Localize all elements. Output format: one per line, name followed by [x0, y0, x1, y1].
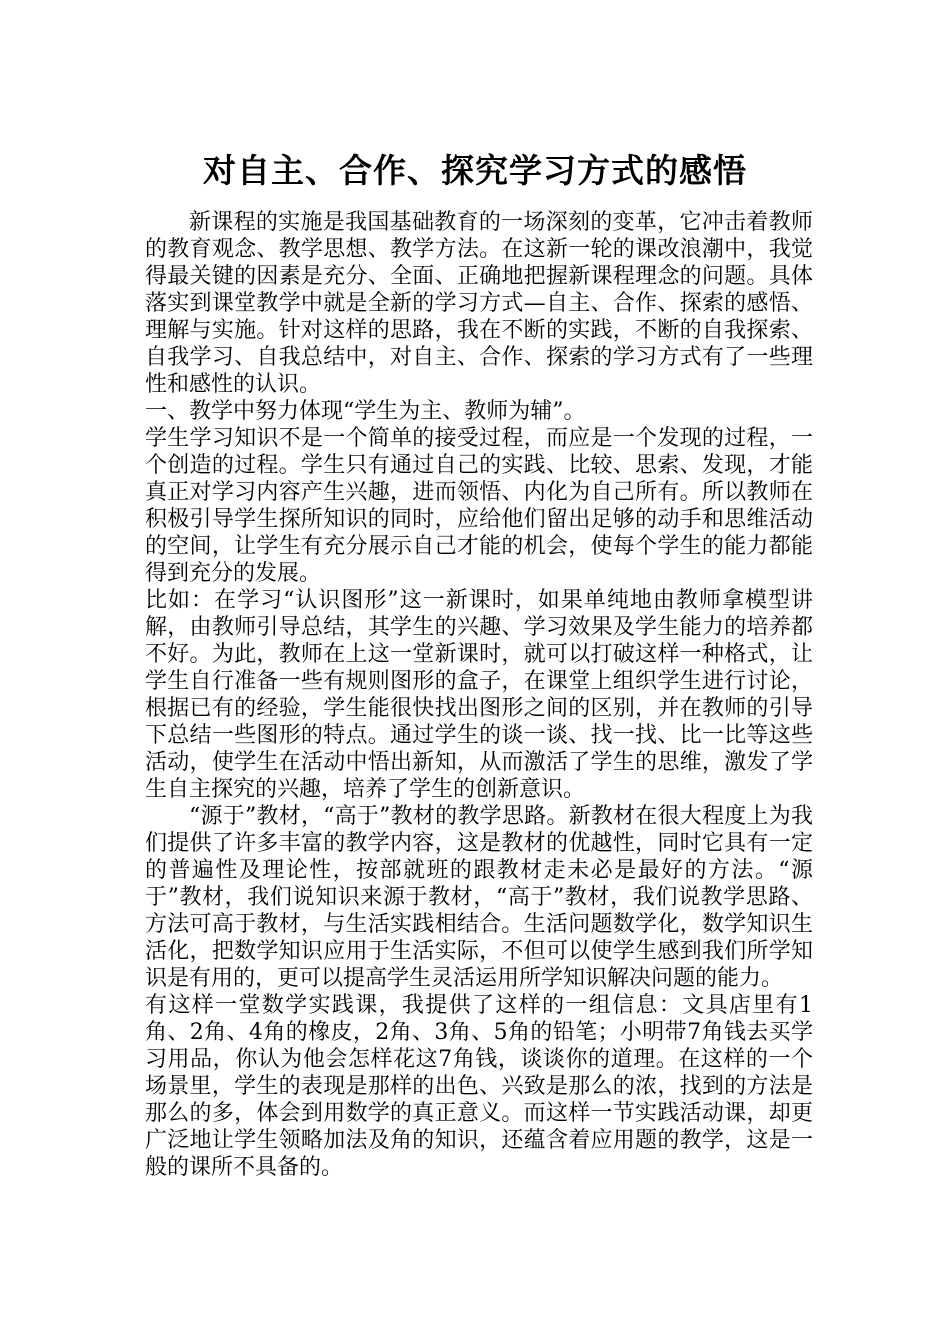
paragraph-example-shapes: 比如：在学习“认识图形”这一新课时，如果单纯地由教师拿模型讲解，由教师引导总结，其学生的兴趣、学习效果及学生能力的培养都不好。为此，教师在上这一堂新课时，就可以打破这样一种格式，让学生自行准备一些有规则图形的盒子，在课堂上组织学生进行讨论，根据已有的经验，学生能很快找出图形之间的区别，并在教师的引导下总结一些图形的特点。通过学生的谈一谈、找一找、比一比等这些活动，使学生在活动中悟出新知，从而激活了学生的思维，激发了学生自主探究的兴趣，培养了学生的创新意识。: [145, 588, 813, 802]
paragraph-practice-lesson: 有这样一堂数学实践课，我提供了这样的一组信息：文具店里有1角、2角、4角的橡皮，2角、3角、5角的铅笔；小明带7角钱去买学习用品，你认为他会怎样花这7角钱，谈谈你的道理。在这样的一个场景里，学生的表现是那样的出色、兴致是那么的浓，找到的方法是那么的多，体会到用数学的真正意义。而这样一节实践活动课，却更广泛地让学生领略加法及角的知识，还蕴含着应用题的教学，这是一般的课所不具备的。: [145, 993, 813, 1180]
document-body: [145, 209, 813, 1181]
document-title: 对自主、合作、探究学习方式的感悟: [203, 151, 747, 190]
section-heading-1: 一、教学中努力体现“学生为主、教师为辅”。: [145, 399, 586, 424]
paragraph-textbook: “源于”教材，“高于”教材的教学思路。新教材在很大程度上为我们提供了许多丰富的教学内容，这是教材的优越性，同时它具有一定的普遍性及理论性，按部就班的跟教材走未必是最好的方法。“源于”教材，我们说知识来源于教材，“高于”教材，我们说教学思路、方法可高于教材，与生活实践相结合。生活问题数学化，数学知识生活化，把数学知识应用于生活实际，不但可以使学生感到我们所学知识是有用的，更可以提高学生灵活运用所学知识解决问题的能力。: [145, 804, 813, 991]
paragraph-intro: 新课程的实施是我国基础教育的一场深刻的变革，它冲击着教师的教育观念、教学思想、教学方法。在这新一轮的课改浪潮中，我觉得最关键的因素是充分、全面、正确地把握新课程理念的问题。具体落实到课堂教学中就是全新的学习方式—自主、合作、探索的感悟、理解与实施。针对这样的思路，我在不断的实践，不断的自我探索、自我学习、自我总结中，对自主、合作、探索的学习方式有了一些理性和感性的认识。: [145, 210, 813, 397]
paragraph-learning-process: 学生学习知识不是一个简单的接受过程，而应是一个发现的过程，一个创造的过程。学生只有通过自己的实践、比较、思索、发现，才能真正对学习内容产生兴趣，进而领悟、内化为自己所有。所以教师在积极引导学生探所知识的同时，应给他们留出足够的动手和思维活动的空间，让学生有充分展示自己才能的机会，使每个学生的能力都能得到充分的发展。: [145, 426, 813, 586]
